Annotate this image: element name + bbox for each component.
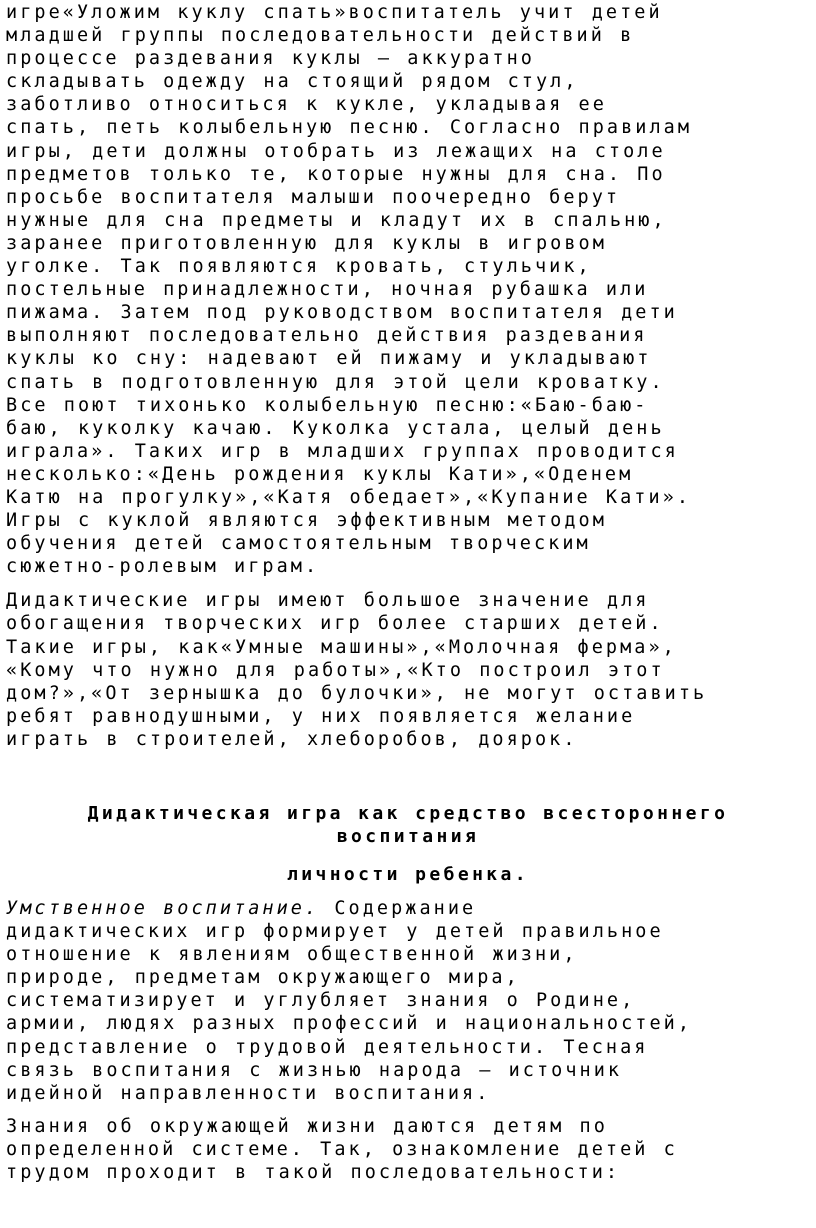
paragraph-knowledge-system xyxy=(6,1115,810,1184)
didactic-games-line-4: «Кому что нужно для работы»,«Кто построил этот xyxy=(6,659,665,681)
doll-game-line-23: Игры с куклой являются эффективным методом xyxy=(6,510,607,532)
italic-lead: Умственное воспитание. xyxy=(6,898,320,919)
doll-game-line-9: просьбе воспитателя малыши поочередно берут xyxy=(6,186,621,208)
didactic-games-line-7: играть в строителей, хлеборобов, доярок. xyxy=(6,728,578,750)
didactic-games-line-1: Дидактические игры имеют большое значение для xyxy=(6,590,650,612)
doll-game-line-8: предметов только те, которые нужны для сна. По xyxy=(6,163,666,185)
doll-game-line-14: пижама. Затем под руководством воспитателя дети xyxy=(6,302,678,324)
paragraph-didactic-games xyxy=(6,589,810,751)
doll-game-line-25: сюжетно-ролевым играм. xyxy=(6,556,320,578)
mental-education-line-7: связь воспитания с жизнью народа – источник xyxy=(6,1059,623,1081)
mental-education-line-4: систематизирует и углубляет знания о Родине, xyxy=(6,990,636,1012)
paragraph-mental-education xyxy=(6,897,810,1105)
mental-education-line-8: идейной направленности воспитания. xyxy=(6,1082,491,1104)
section-heading xyxy=(6,802,810,848)
paragraph-doll-game xyxy=(6,1,810,578)
doll-game-line-20: играла». Таких игр в младших группах проводится xyxy=(6,440,679,462)
doll-game-line-24: обучения детей самостоятельным творческим xyxy=(6,533,591,555)
mental-education-first-line xyxy=(6,897,810,920)
doll-game-line-13: постельные принадлежности, ночная рубашка или xyxy=(6,279,649,301)
knowledge-system-line-3: трудом проходит в такой последовательности: xyxy=(6,1162,621,1184)
doll-game-line-7: игры, дети должны отобрать из лежащих на столе xyxy=(6,140,666,162)
document-page xyxy=(0,1,816,1184)
section-heading-continued xyxy=(6,863,810,886)
didactic-games-line-2: обогащения творческих игр более старших детей. xyxy=(6,613,664,635)
mental-education-line-3: природе, предметам окружающего мира, xyxy=(6,967,520,989)
mental-education-line-6: представление о трудовой деятельности. Тесная xyxy=(6,1036,649,1058)
doll-game-line-12: уголке. Так появляются кровать, стульчик, xyxy=(6,256,592,278)
heading-line-3: личности ребенка. xyxy=(286,864,530,885)
didactic-games-line-5: дом?»,«От зернышка до булочки», не могут оставить xyxy=(6,682,708,704)
heading-line-1: Дидактическая игра как средство всестороннего xyxy=(87,803,729,824)
doll-game-line-22: Катю на прогулку»,«Катя обедает»,«Купание Кати». xyxy=(6,486,692,508)
doll-game-line-10: нужные для сна предметы и кладут их в спальню, xyxy=(6,209,667,231)
doll-game-line-3: процессе раздевания куклы – аккуратно xyxy=(6,48,535,70)
didactic-games-line-6: ребят равнодушными, у них появляется желание xyxy=(6,705,636,727)
doll-game-line-2: младшей группы последовательности действий в xyxy=(6,25,635,47)
mental-education-line-5: армии, людях разных профессий и национальностей, xyxy=(6,1013,693,1035)
knowledge-system-line-2: определенной системе. Так, ознакомление детей с xyxy=(6,1138,678,1160)
knowledge-system-line-1: Знания об окружающей жизни даются детям по xyxy=(6,1115,608,1137)
doll-game-line-11: заранее приготовленную для куклы в игровом xyxy=(6,232,607,254)
doll-game-line-5: заботливо относиться к кукле, укладывая ее xyxy=(6,94,607,116)
doll-game-line-6: спать, петь колыбельную песню. Согласно правилам xyxy=(6,117,693,139)
didactic-games-line-3: Такие игры, как«Умные машины»,«Молочная ферма», xyxy=(6,636,677,658)
doll-game-line-4: складывать одежду на стоящий рядом стул, xyxy=(6,71,579,93)
doll-game-line-21: несколько:«День рождения куклы Кати»,«Оденем xyxy=(6,463,634,485)
doll-game-line-16: куклы ко сну: надевают ей пижаму и укладывают xyxy=(6,348,652,370)
heading-line-2: воспитания xyxy=(336,826,480,847)
first-line-rest: Содержание xyxy=(319,898,477,919)
doll-game-line-15: выполняют последовательно действия раздевания xyxy=(6,325,648,347)
doll-game-line-19: баю, куколку качаю. Куколка устала, целый день xyxy=(6,417,665,439)
doll-game-line-1: игре«Уложим куклу спать»воспитатель учит детей xyxy=(6,2,663,23)
mental-education-line-1: дидактических игр формирует у детей правильное xyxy=(6,921,664,943)
doll-game-line-17: спать в подготовленную для этой цели кроватку. xyxy=(6,371,665,393)
doll-game-line-18: Все поют тихонько колыбельную песню:«Баю-баю- xyxy=(6,394,649,416)
mental-education-line-2: отношение к явлениям общественной жизни, xyxy=(6,944,578,966)
